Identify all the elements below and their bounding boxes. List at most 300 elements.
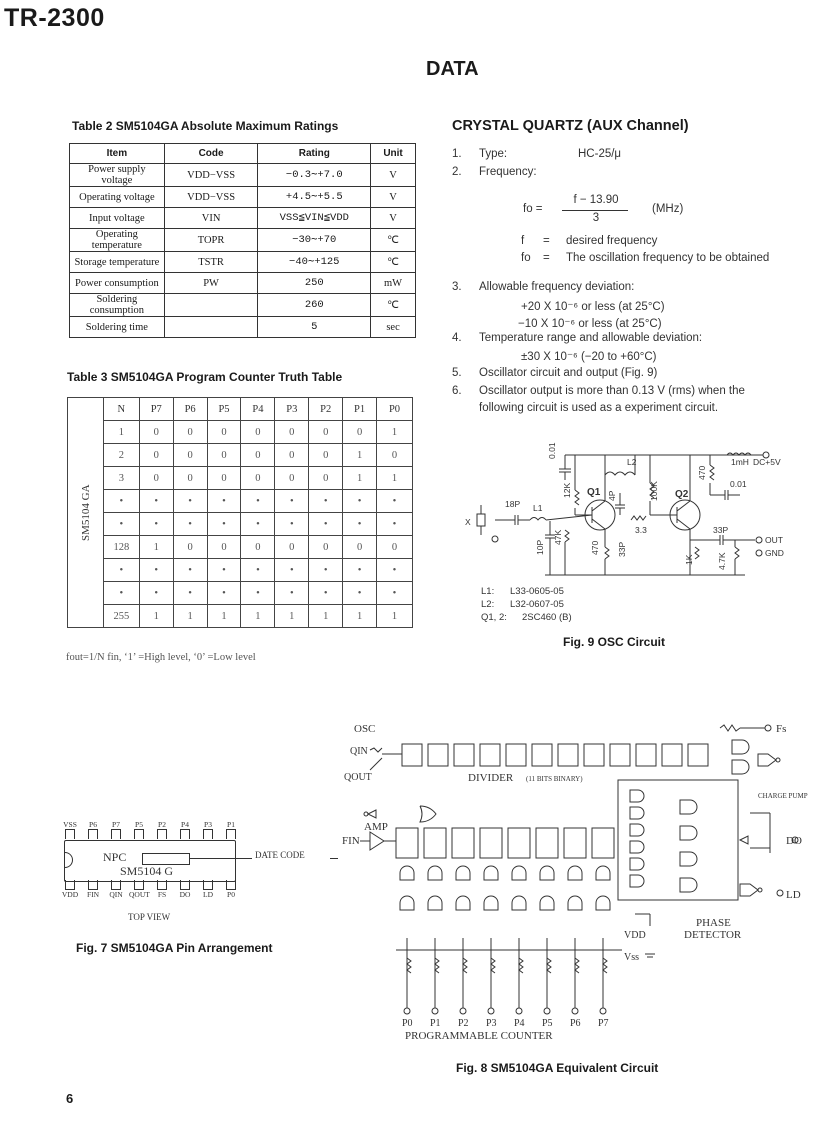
pin-label: QIN [109,890,123,899]
table-cell: 260 [258,294,371,317]
pin-leg [111,829,121,839]
p-pin-label: P3 [486,1018,497,1029]
pin-label: QOUT [129,890,150,899]
col-header: P2 [309,398,343,421]
pin-leg [180,829,190,839]
table-row [68,513,413,536]
formula-numerator: f − 13.90 [573,194,619,206]
pd-gate [630,807,644,819]
chip-pin [129,820,149,839]
pin-terminal [544,1008,550,1014]
table-header-row [68,398,413,421]
label-out: OUT [765,535,783,545]
col-header: P5 [207,398,241,421]
table-cell: • [207,582,241,605]
def-symbol: f [521,235,525,247]
label-c33pa: 33P [617,541,627,557]
item-frequency: Frequency: [479,166,537,178]
resistor [435,958,439,973]
pin-terminal [488,1008,494,1014]
p-pin-label: P4 [514,1018,525,1029]
label-r1k: 1K [684,554,694,565]
item-text: −10 X 10⁻⁶ or less (at 25°C) [518,318,662,330]
table-cell [164,294,258,317]
fig8-caption: Fig. 8 SM5104GA Equivalent Circuit [456,1061,659,1075]
table-cell: • [309,582,343,605]
counter-stage [480,828,502,858]
table-cell: 0 [343,421,377,444]
item-num: 6. [452,385,462,397]
part-ref: Q1, 2: [481,612,507,623]
chip-pin [152,820,172,839]
table-cell: Input voltage [70,208,165,229]
divider-stage [636,744,656,766]
formula-lhs: fo = [523,203,543,215]
table-cell: 1 [343,605,377,628]
table-row [68,605,413,628]
col-header: Item [70,144,165,164]
label-r33: 3.3 [635,525,647,535]
table-cell: • [173,559,207,582]
item-num: 1. [452,148,462,160]
item-text: Oscillator output is more than 0.13 V (rms) when the [479,385,745,397]
table-cell: 0 [343,536,377,559]
table-cell: V [371,187,416,208]
p-pin-label: P7 [598,1018,609,1029]
label-c18p: 18P [505,499,521,509]
table-row [70,187,416,208]
fig9-caption: Fig. 9 OSC Circuit [563,635,666,649]
table-cell: • [377,490,413,513]
resistor [603,958,607,973]
table-cell: 1 [207,605,241,628]
table-cell: TSTR [164,252,258,273]
table-cell: TOPR [164,229,258,252]
label-r47kb: 4.7K [717,552,727,570]
item-type: Type: [479,148,508,160]
table-cell: VDD−VSS [164,164,258,187]
fin-label: FIN [342,835,360,847]
divider-stage [662,744,682,766]
table-cell: 1 [343,444,377,467]
and-gate [428,896,442,910]
pin-label: VSS [63,820,77,829]
divider-stage [558,744,578,766]
label-l1: L1 [533,503,543,513]
date-code-tick [330,858,338,859]
divider-stage [610,744,630,766]
table-cell: 1 [139,605,173,628]
page-number: 6 [66,1091,74,1106]
table-cell: +4.5∼+5.5 [258,187,371,208]
part-value: L33-0605-05 [510,586,564,597]
item-text: Temperature range and allowable deviation: [479,332,703,344]
pd-gate [630,841,644,853]
table-cell: • [377,559,413,582]
table-cell: • [207,490,241,513]
table-cell: Soldering consumption [70,294,165,317]
date-code-line [190,858,252,859]
item-num: 3. [452,281,462,293]
detector-label: DETECTOR [684,929,742,941]
truth-table-note: fout=1/N fin, ‘1’ =High level, ‘0’ =Low level [66,652,256,663]
table-cell: 0 [139,444,173,467]
pin-terminal [404,1008,410,1014]
pd-gate [630,875,644,887]
table-row [68,421,413,444]
col-header: P4 [241,398,275,421]
label-q2: Q2 [675,489,689,500]
pin-label: P6 [89,820,97,829]
p-pin-label: P6 [570,1018,581,1029]
chip-pin [83,820,103,839]
chip-pin [198,880,218,899]
section-title: DATA [426,58,479,80]
table-cell: • [139,513,173,536]
table-cell: • [207,559,241,582]
pd-gate [680,878,697,892]
table-cell: 0 [275,444,309,467]
table-row [70,273,416,294]
divider-stage [402,744,422,766]
divider-stage [454,744,474,766]
and-gate [400,866,414,880]
table-cell: • [207,513,241,536]
table-cell: V [371,164,416,187]
pin-leg [134,829,144,839]
table-cell: Power supply voltage [70,164,165,187]
resistor [519,958,523,973]
table-cell: 0 [207,421,241,444]
fs-label: Fs [776,723,787,735]
label-q1: Q1 [587,487,601,498]
table-cell: 1 [377,605,413,628]
table-cell: • [275,559,309,582]
and-gate [428,866,442,880]
table-cell: • [103,559,139,582]
pin-label: P2 [158,820,166,829]
table-cell: 0 [139,421,173,444]
qin-label: QIN [350,746,368,757]
table-cell: VIN [164,208,258,229]
def-eq: = [543,235,550,247]
table-cell: ℃ [371,294,416,317]
and-gate [484,896,498,910]
table-cell: 0 [139,467,173,490]
pin-label: FS [157,890,167,899]
amp-label: AMP [364,821,388,833]
pin-leg [65,829,75,839]
table-cell: • [241,513,275,536]
and-gate [540,866,554,880]
table-row [68,490,413,513]
counter-stage [452,828,474,858]
table-cell: Power consumption [70,273,165,294]
pin-label: FIN [86,890,100,899]
table-cell: sec [371,317,416,338]
table-cell: 0 [309,421,343,444]
top-view-label: TOP VIEW [128,912,171,922]
table-cell: 5 [258,317,371,338]
table-cell: 1 [139,536,173,559]
counter-stage [536,828,558,858]
pin-leg [157,829,167,839]
chip-pin [198,820,218,839]
fraction-bar [562,210,628,211]
table-cell: Soldering time [70,317,165,338]
part-ref: L2: [481,599,495,610]
table-cell: • [343,490,377,513]
pin-label: P3 [204,820,212,829]
table-cell: • [275,513,309,536]
label-choke: 1mH [731,457,749,467]
table-cell: • [309,513,343,536]
chip-pin [60,880,80,899]
pd-gate [630,858,644,870]
table3-caption: Table 3 SM5104GA Program Counter Truth Table [67,370,343,384]
formula-denominator: 3 [592,212,600,224]
table-row [68,559,413,582]
label-r470b: 470 [697,465,707,480]
table-cell: 0 [309,536,343,559]
part-ref: L1: [481,586,495,597]
pin-label: P7 [112,820,120,829]
chip-npc: NPC [103,850,127,864]
label-gnd: GND [765,548,784,558]
table-cell: • [241,559,275,582]
divider-stage [428,744,448,766]
item-text: +20 X 10⁻⁶ or less (at 25°C) [521,301,665,313]
label-c10p: 10P [535,539,545,555]
pin-terminal [572,1008,578,1014]
def-symbol: fo [521,252,531,264]
p-pin-label: P0 [402,1018,413,1029]
label-c001a: 0.01 [547,442,557,459]
table-cell: 1 [173,605,207,628]
pd-gate [630,824,644,836]
table-cell: • [241,490,275,513]
ratings-table [69,143,416,338]
table-cell: 250 [258,273,371,294]
osc-label: OSC [354,723,376,735]
table-cell: 3 [103,467,139,490]
resistor [547,958,551,973]
col-header: Rating [258,144,371,164]
and-gate [540,896,554,910]
pin-terminal [432,1008,438,1014]
table-cell: • [139,490,173,513]
table-cell: 0 [241,467,275,490]
divider-stage [532,744,552,766]
pin-label: P1 [227,820,235,829]
crystal-title: CRYSTAL QUARTZ (AUX Channel) [452,118,689,134]
chip-pin [152,880,172,899]
table-cell: • [241,582,275,605]
ld-label: LD [786,889,801,901]
col-header: P6 [173,398,207,421]
and-gate [484,866,498,880]
truth-table [67,397,413,628]
col-header: P7 [139,398,173,421]
table-cell: 0 [377,444,413,467]
table-cell: • [309,559,343,582]
and-gate [596,866,610,880]
model-title: TR-2300 [4,4,105,32]
chip-pin [60,820,80,839]
pin-terminal [460,1008,466,1014]
table-cell: 0 [207,536,241,559]
label-dc: DC+5V [753,457,781,467]
table-cell: • [309,490,343,513]
table-cell: 1 [377,467,413,490]
table-cell: 0 [173,536,207,559]
table-cell: • [103,582,139,605]
table-cell: 0 [309,467,343,490]
table-cell: • [275,490,309,513]
table-cell: 0 [173,444,207,467]
pin-label: P5 [135,820,143,829]
def-desc: desired frequency [566,235,658,247]
item-num: 2. [452,166,462,178]
table-cell: • [173,582,207,605]
table-cell: • [377,582,413,605]
table-row [68,536,413,559]
counter-stage [396,828,418,858]
table-cell: 2 [103,444,139,467]
table-cell: 0 [275,467,309,490]
resistor [407,958,411,973]
osc-circuit-diagram [455,435,825,585]
item-num: 5. [452,367,462,379]
and-gate [596,896,610,910]
divider-stage [480,744,500,766]
programmable-counter-label: PROGRAMMABLE COUNTER [405,1030,553,1042]
table-cell: V [371,208,416,229]
table-cell: • [377,513,413,536]
table-cell: • [139,582,173,605]
col-header: P0 [377,398,413,421]
table2-caption: Table 2 SM5104GA Absolute Maximum Ratings [72,119,339,133]
item-type-value: HC-25/μ [578,148,622,160]
divider-note: (11 BITS BINARY) [526,775,583,783]
col-header: Code [164,144,258,164]
table-cell: Operating temperature [70,229,165,252]
table-cell: 0 [173,467,207,490]
table-cell: • [343,559,377,582]
divider-stage [584,744,604,766]
part-value: 2SC460 (B) [522,612,572,623]
table-cell: 0 [207,467,241,490]
table-row [70,252,416,273]
table-cell: 0 [309,444,343,467]
table-cell: 0 [241,421,275,444]
chip-pin [221,880,241,899]
counter-stage [564,828,586,858]
table-header-row [70,144,416,164]
table-cell: PW [164,273,258,294]
and-gate [512,866,526,880]
table-cell: VDD−VSS [164,187,258,208]
def-eq: = [543,252,550,264]
chip-part: SM5104 G [120,864,174,878]
and-gate [512,896,526,910]
table-cell: −40∼+125 [258,252,371,273]
resistor [463,958,467,973]
pin-label: P4 [181,820,189,829]
table-cell: • [275,582,309,605]
def-desc: The oscillation frequency to be obtained [566,252,770,264]
table-row [70,208,416,229]
item-text: Oscillator circuit and output (Fig. 9) [479,367,658,379]
counter-stage [508,828,530,858]
pin-terminal [516,1008,522,1014]
label-r470a: 470 [590,540,600,555]
pd-gate [630,790,644,802]
table-cell: 255 [103,605,139,628]
label-x: X [465,517,471,527]
pin-row-bottom [60,880,250,910]
table-row [68,467,413,490]
table-cell: ℃ [371,229,416,252]
table-cell: 1 [103,421,139,444]
counter-stage [592,828,614,858]
resistor [491,958,495,973]
item-text: ±30 X 10⁻⁶ (−20 to +60°C) [521,351,657,363]
equivalent-circuit-diagram [340,718,810,1048]
table-cell: • [173,490,207,513]
table-row [70,294,416,317]
pin-label: LD [203,890,213,899]
col-header: N [103,398,139,421]
pd-gate [680,852,697,866]
table-cell: • [343,582,377,605]
chip-pin [175,820,195,839]
chip-pin [221,820,241,839]
table-cell: −0.3∼+7.0 [258,164,371,187]
label-r12k: 12K [562,482,572,498]
label-r47k: 47K [553,529,563,545]
fig7-caption: Fig. 7 SM5104GA Pin Arrangement [76,941,273,955]
date-code-label: DATE CODE [255,850,305,860]
table-cell [164,317,258,338]
label-r100k: 100K [649,481,659,501]
table-cell: 0 [275,536,309,559]
table-cell: mW [371,273,416,294]
pin-label: VDD [61,890,79,899]
resistor [575,958,579,973]
chip-pin [129,880,149,899]
table-cell: 0 [173,421,207,444]
vdd-label: VDD [624,930,646,941]
table-cell: 128 [103,536,139,559]
col-header: P3 [275,398,309,421]
and-gate [568,896,582,910]
and-gate [400,896,414,910]
table-row [68,582,413,605]
table-cell: 0 [275,421,309,444]
item-text: Allowable frequency deviation: [479,281,635,293]
table-cell: 0 [241,536,275,559]
table-cell: 1 [309,605,343,628]
chip-pin [106,880,126,899]
part-value: L32-0607-05 [510,599,564,610]
table-cell: 1 [343,467,377,490]
chip-pin [175,880,195,899]
table-cell: • [139,559,173,582]
formula-unit: (MHz) [652,203,684,215]
table-cell: 1 [377,421,413,444]
pin-leg [203,829,213,839]
